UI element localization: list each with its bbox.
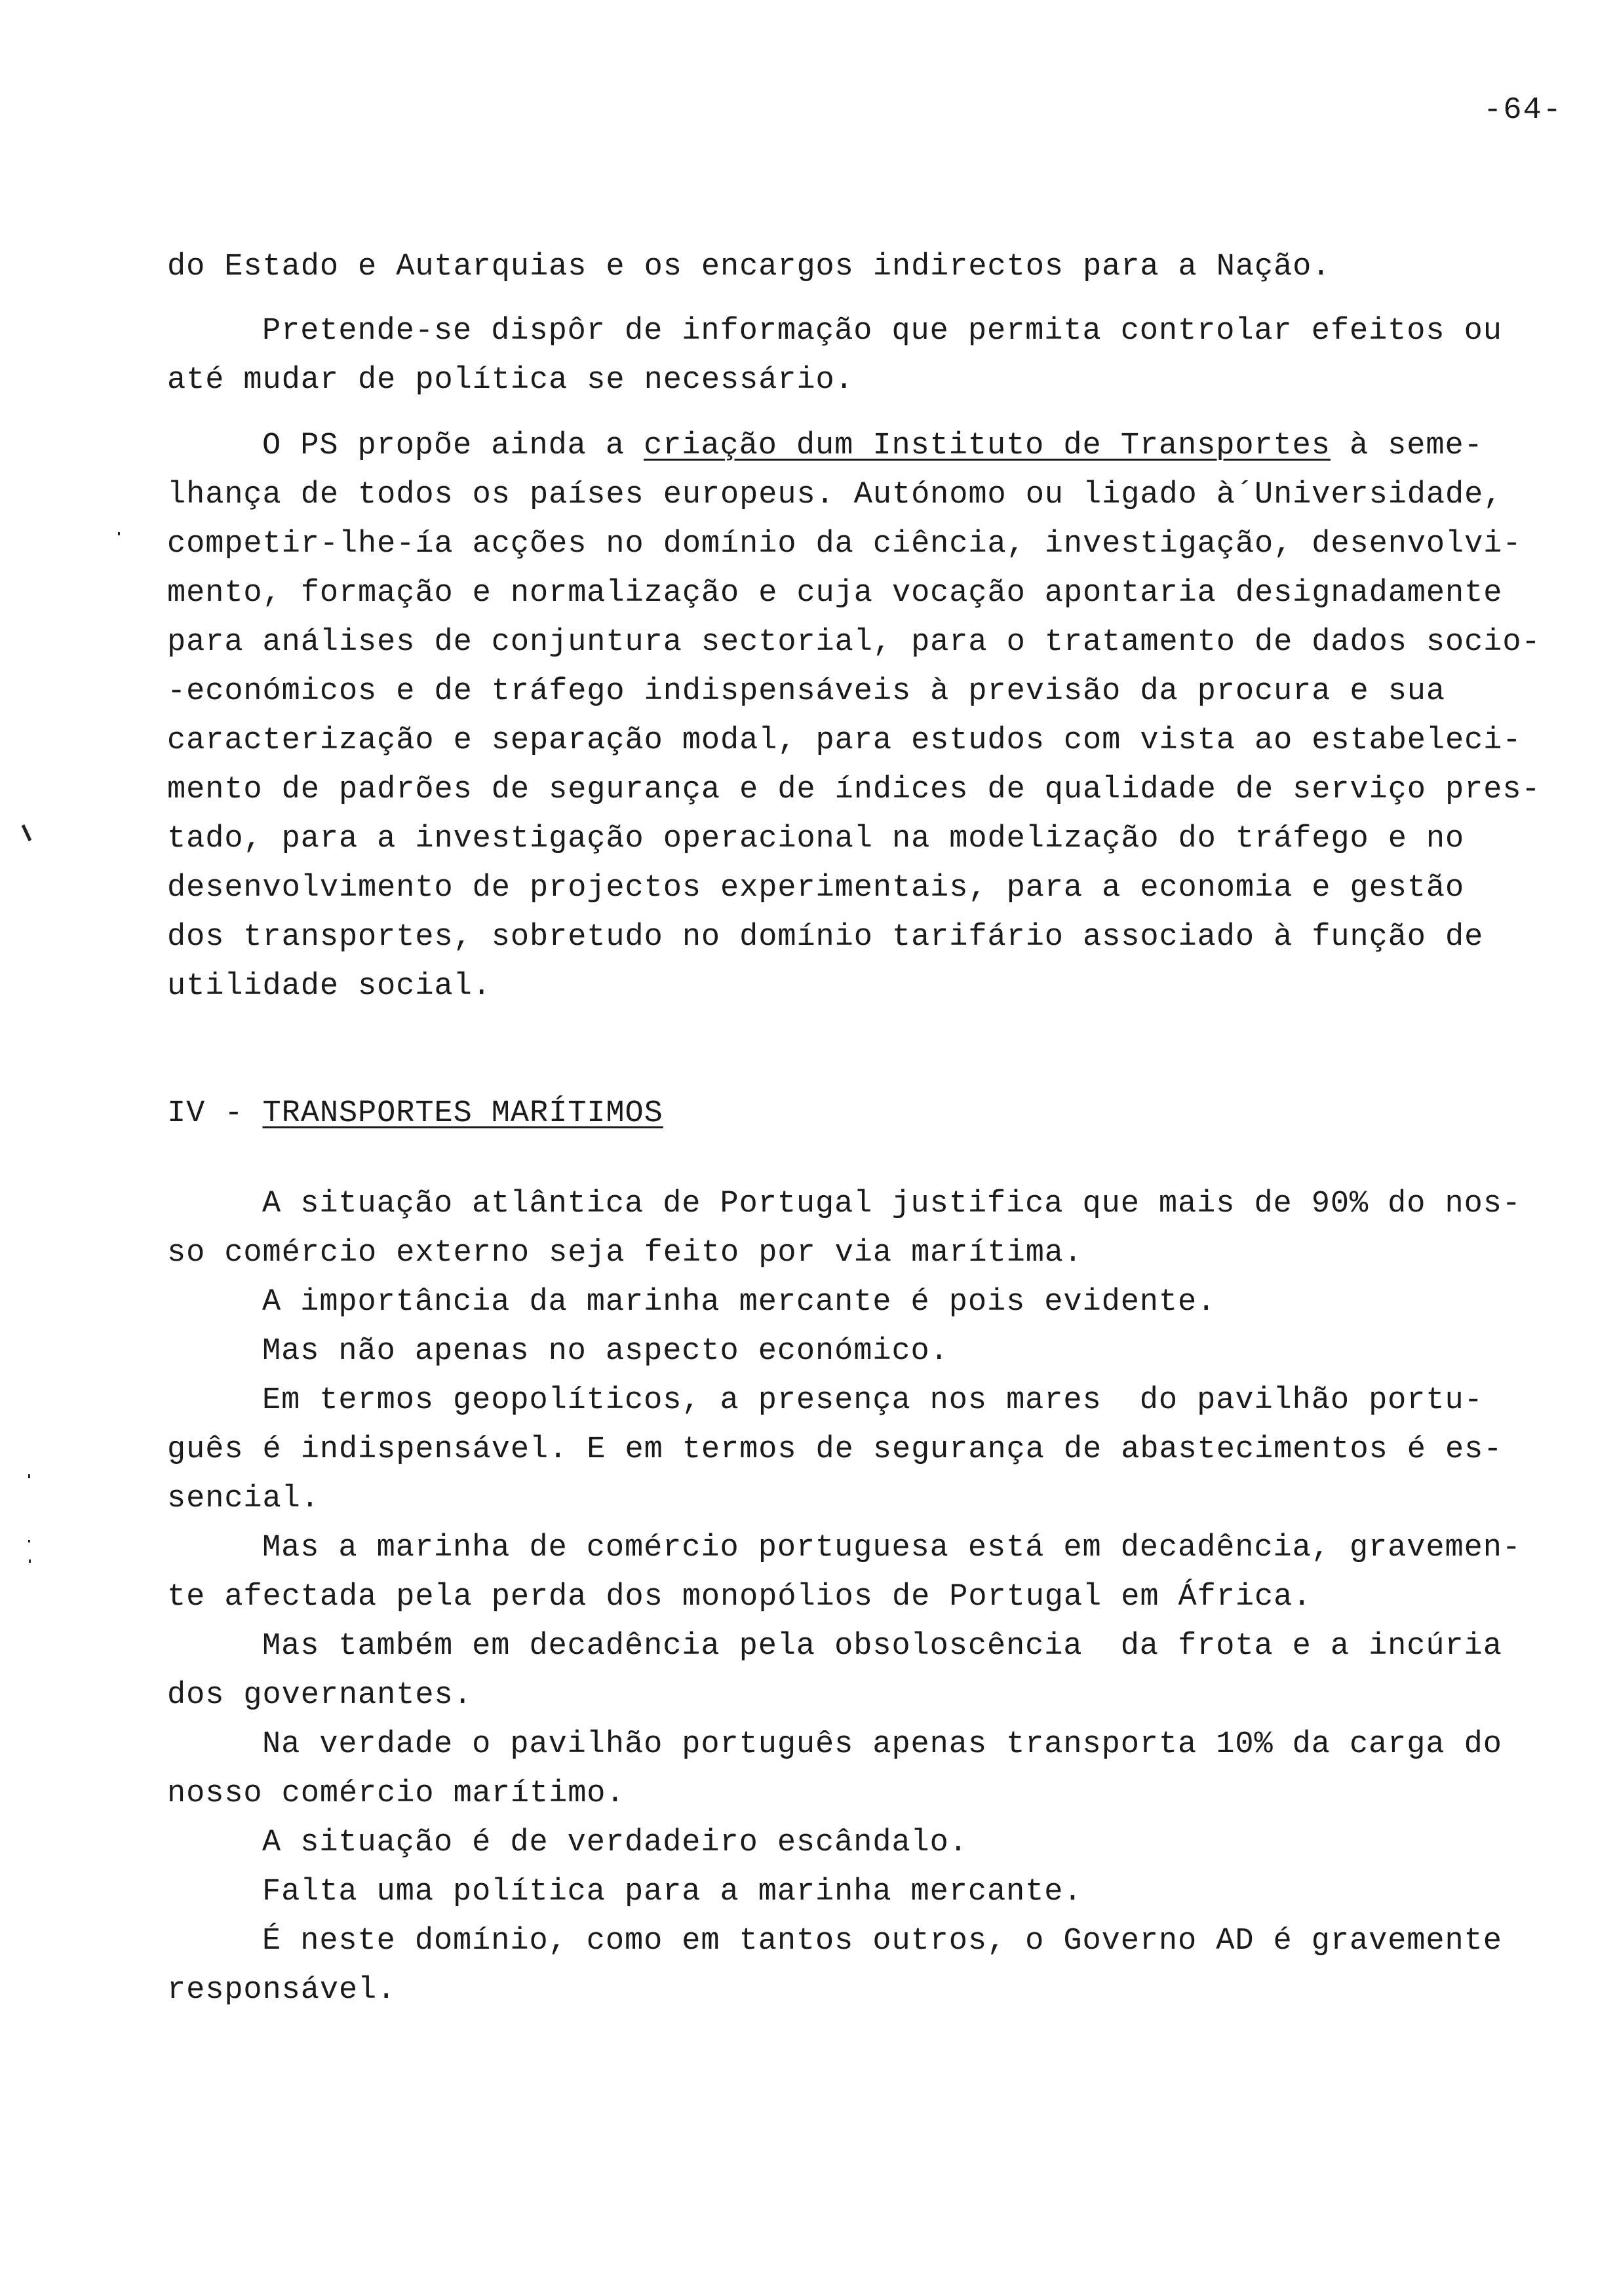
- text-segment: à seme-: [1330, 429, 1483, 463]
- paragraph-line: competir-lhe-ía acções no domínio da ciência, investigação, desenvolvi-: [167, 527, 1522, 562]
- paragraph-line: Mas não apenas no aspecto económico.: [262, 1334, 949, 1369]
- paragraph-line: tado, para a investigação operacional na modelização do tráfego e no: [167, 822, 1465, 856]
- paragraph-line: so comércio externo seja feito por via marítima.: [167, 1236, 1083, 1271]
- paragraph-line: até mudar de política se necessário.: [167, 363, 854, 398]
- page-number: -64-: [1483, 93, 1563, 128]
- paragraph-line: lhança de todos os países europeus. Autónomo ou ligado à´Universidade,: [167, 478, 1503, 512]
- paragraph-line: para análises de conjuntura sectorial, para o tratamento de dados socio-: [167, 625, 1541, 660]
- paragraph-line: Mas também em decadência pela obsoloscência da frota e a incúria: [262, 1629, 1502, 1664]
- paragraph-line: Mas a marinha de comércio portuguesa está em decadência, gravemen-: [262, 1531, 1521, 1565]
- paragraph-line: mento de padrões de segurança e de índices de qualidade de serviço pres-: [167, 773, 1541, 807]
- paragraph-line: A importância da marinha mercante é pois evidente.: [262, 1285, 1216, 1320]
- section-number: IV -: [167, 1096, 263, 1131]
- paragraph-line: utilidade social.: [167, 969, 492, 1004]
- scan-mark: [28, 1540, 30, 1542]
- paragraph-line: te afectada pela perda dos monopólios de Portugal em África.: [167, 1580, 1312, 1615]
- paragraph-line: caracterização e separação modal, para estudos com vista ao estabeleci-: [167, 723, 1522, 758]
- paragraph-line: É neste domínio, como em tantos outros, o Governo AD é gravemente: [262, 1924, 1502, 1959]
- scan-mark: [118, 532, 120, 535]
- scan-mark: [22, 824, 32, 841]
- paragraph-line: mento, formação e normalização e cuja vocação apontaria designadamente: [167, 576, 1503, 611]
- paragraph-line: responsável.: [167, 1973, 397, 2008]
- paragraph-line: A situação atlântica de Portugal justifica que mais de 90% do nos-: [262, 1187, 1521, 1221]
- paragraph-line: sencial.: [167, 1482, 320, 1516]
- paragraph-line: Na verdade o pavilhão português apenas transporta 10% da carga do: [262, 1727, 1502, 1762]
- paragraph-line: [262, 427, 1483, 466]
- paragraph-line: dos governantes.: [167, 1678, 473, 1713]
- scan-mark: [28, 1474, 30, 1478]
- section-heading: [167, 1094, 663, 1134]
- paragraph-line: -económicos e de tráfego indispensáveis à previsão da procura e sua: [167, 674, 1446, 709]
- paragraph-line: do Estado e Autarquias e os encargos indirectos para a Nação.: [167, 250, 1331, 284]
- paragraph-line: guês é indispensável. E em termos de segurança de abastecimentos é es-: [167, 1432, 1503, 1467]
- paragraph-line: Falta uma política para a marinha mercante.: [262, 1875, 1083, 1909]
- text-segment: O PS propõe ainda a: [262, 429, 644, 463]
- paragraph-line: nosso comércio marítimo.: [167, 1776, 625, 1811]
- underlined-phrase: criação dum Instituto de Transportes: [644, 429, 1331, 463]
- paragraph-line: desenvolvimento de projectos experimentais, para a economia e gestão: [167, 871, 1465, 906]
- paragraph-line: A situação é de verdadeiro escândalo.: [262, 1826, 968, 1860]
- paragraph-line: Pretende-se dispôr de informação que permita controlar efeitos ou: [262, 314, 1502, 349]
- paragraph-line: dos transportes, sobretudo no domínio tarifário associado à função de: [167, 920, 1484, 955]
- paragraph-line: Em termos geopolíticos, a presença nos mares do pavilhão portu-: [262, 1383, 1483, 1418]
- scan-mark: [29, 1559, 31, 1563]
- section-title: TRANSPORTES MARÍTIMOS: [262, 1096, 663, 1131]
